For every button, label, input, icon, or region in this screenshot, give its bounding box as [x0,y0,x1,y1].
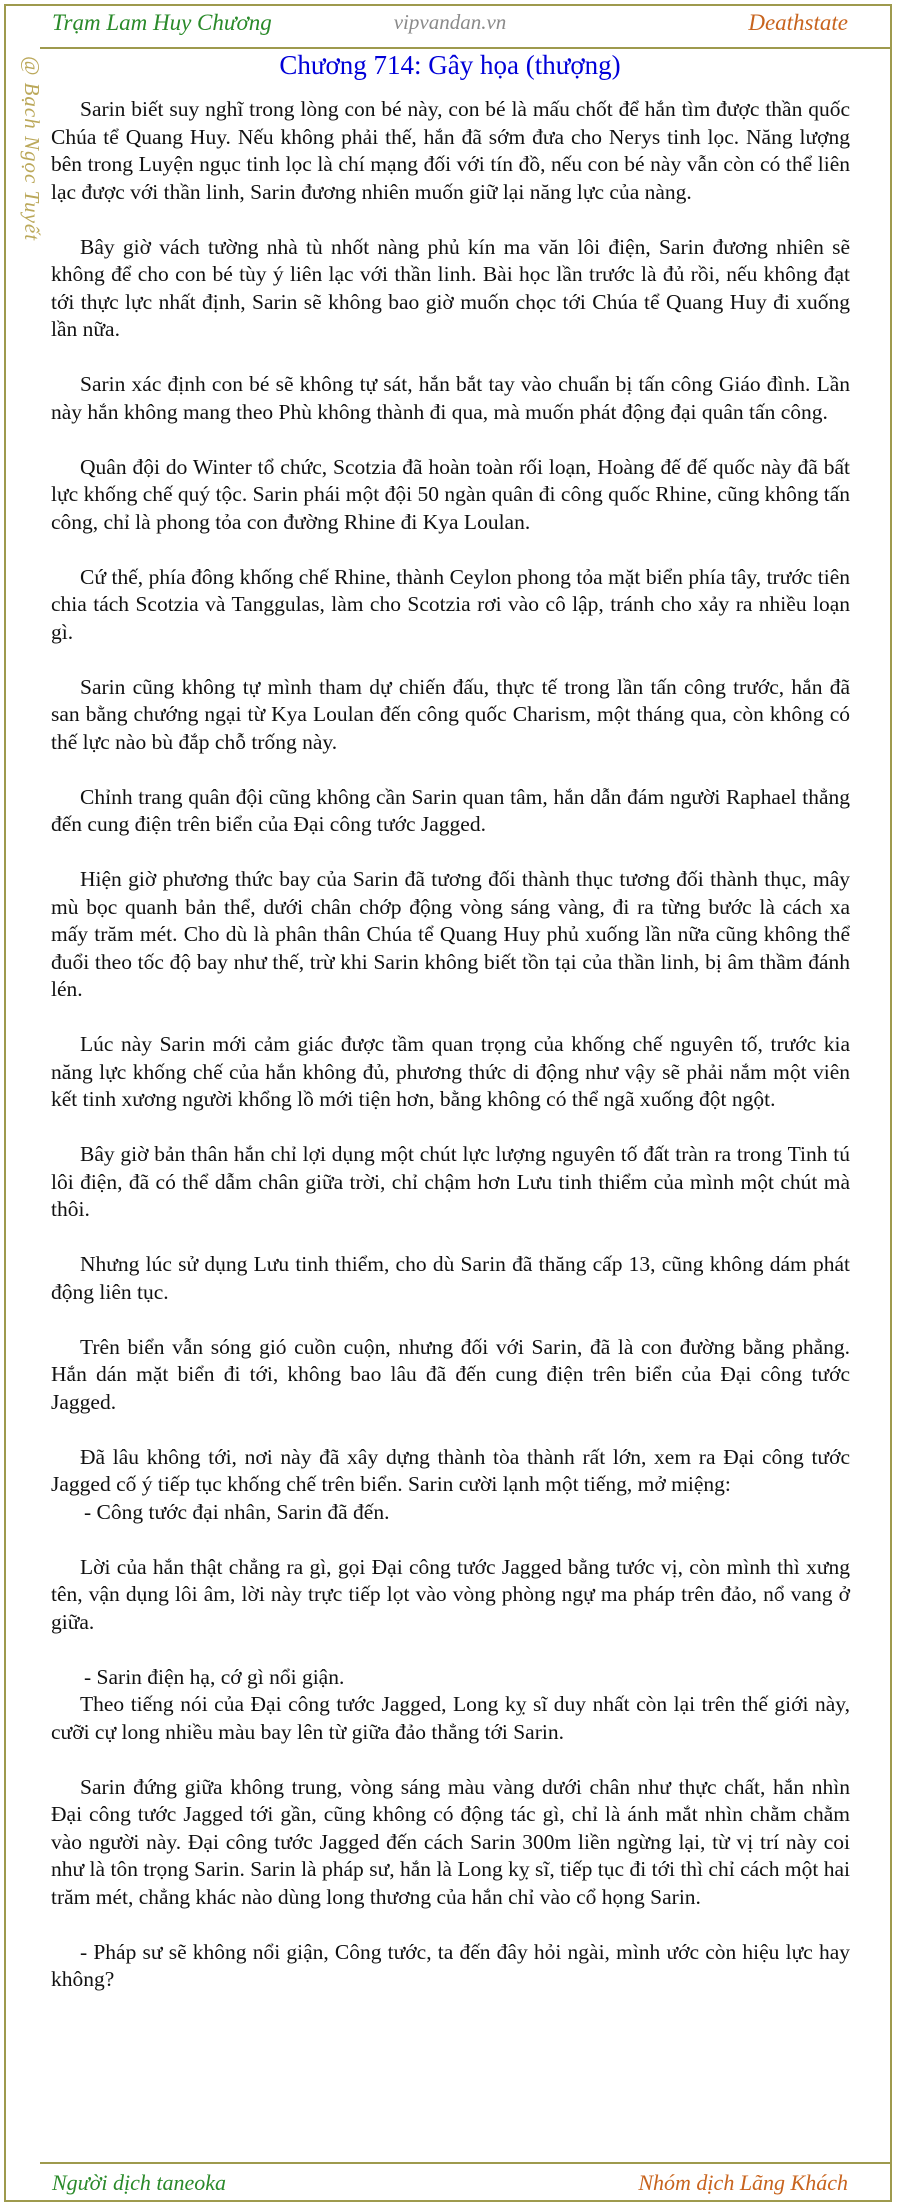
paragraph: Chỉnh trang quân đội cũng không cần Sarin quan tâm, hắn dẫn đám người Raphael thẳng đến cung điện trên biển của Đại công tước Jagged. [51,784,850,836]
paragraph: Nhưng lúc sử dụng Lưu tinh thiểm, cho dù Sarin đã thăng cấp 13, cũng không dám phát động liên tục. [51,1252,850,1304]
paragraph: Sarin xác định con bé sẽ không tự sát, hắn bắt tay vào chuẩn bị tấn công Giáo đình. Lần này hắn không mang theo Phù không thành đi qua, mà muốn phát động đại quân tấn công. [51,372,850,424]
paragraph: Trên biển vẫn sóng gió cuồn cuộn, nhưng đối với Sarin, đã là con đường bằng phẳng. Hắn dán mặt biển đi tới, không bao lâu đã đến cung điện trên biển của Đại công tước Jagged. [51,1334,850,1414]
paragraph: Sarin biết suy nghĩ trong lòng con bé này, con bé là mấu chốt để hắn tìm được thần quốc Chúa tể Quang Huy. Nếu không phải thế, hắn đã sớm đưa cho Nerys tinh lọc. Năng lượng bên trong Luyện ngục tinh lọc là chí mạng đối với tín đồ, nếu con bé này vẫn còn có thể liên lạc được với thần linh, Sarin đương nhiên muốn giữ lại năng lực của nàng. [51,97,850,204]
group-credit: Nhóm dịch Lãng Khách [638,2170,848,2195]
header-divider [40,47,892,49]
paragraph: Lúc này Sarin mới cảm giác được tầm quan trọng của khống chế nguyên tố, trước kia năng lực khống chế của hắn không đủ, phương thức di động như vậy sẽ phải nắm một viên kết tinh xương người khổng lồ mới tiện hơn, bằng không có thể ngã xuống đột ngột. [51,1032,850,1111]
dialogue-line: - Sarin điện hạ, cớ gì nổi giận. [84,1664,345,1689]
chapter-title: Chương 714: Gây họa (thượng) [279,50,621,80]
side-credit-watermark: @ Bạch Ngọc Tuyết [20,56,44,242]
book-title: Trạm Lam Huy Chương [52,10,272,35]
paragraph: Bây giờ bản thân hắn chỉ lợi dụng một chút lực lượng nguyên tố đất tràn ra trong Tinh tú lôi điện, đã có thể dẫm chân giữa trời, chỉ chậm hơn Lưu tinh thiểm của mình một chút mà thôi. [51,1142,850,1221]
paragraph: Bây giờ vách tường nhà tù nhốt nàng phủ kín ma văn lôi điện, Sarin đương nhiên sẽ không để cho con bé tùy ý liên lạc với thần linh. Bài học lần trước là đủ rồi, nếu không đạt tới thực lực nhất định, Sarin sẽ không bao giờ muốn chọc tới Chúa tể Quang Huy đi xuống lần nữa. [51,234,850,341]
paragraph: Sarin cũng không tự mình tham dự chiến đấu, thực tế trong lần tấn công trước, hắn đã san bằng chướng ngại từ Kya Loulan đến công quốc Charism, một tháng qua, còn không có thế lực nào bù đắp chỗ trống này. [51,674,850,754]
paragraph: Quân đội do Winter tổ chức, Scotzia đã hoàn toàn rối loạn, Hoàng đế đế quốc này đã bất lực khống chế quý tộc. Sarin phái một đội 50 ngàn quân đi công quốc Rhine, cũng không tấn công, chỉ là phong tỏa con đường Rhine đi Kya Loulan. [51,454,850,534]
footer-divider [40,2162,892,2164]
site-name: vipvandan.vn [393,10,507,34]
dialogue-line: - Pháp sư sẽ không nổi giận, Công tước, ta đến đây hỏi ngài, mình ước còn hiệu lực hay không? [51,1939,850,1991]
paragraph: Hiện giờ phương thức bay của Sarin đã tương đối thành thục tương đối thành thục, mây mù bọc quanh bản thể, dưới chân chớp động vòng sáng vàng, đi ra từng bước là cách xa mấy trăm mét. Cho dù là phân thân Chúa tể Quang Huy phủ xuống lần nữa cũng không thể đuổi theo tốc độ bay như thế, trừ khi Sarin không biết tồn tại của thần linh, bị âm thầm đánh lén. [51,867,850,1001]
series-name: Deathstate [748,10,848,35]
chapter-body [51,96,850,2021]
dialogue-line: - Công tước đại nhân, Sarin đã đến. [84,1499,390,1524]
translator-credit: Người dịch taneoka [52,2170,227,2195]
paragraph: Cứ thế, phía đông khống chế Rhine, thành Ceylon phong tỏa mặt biển phía tây, trước tiên chia tách Scotzia và Tanggulas, làm cho Scotzia rơi vào cô lập, tránh cho xảy ra nhiều loạn gì. [51,564,850,644]
paragraph: Đã lâu không tới, nơi này đã xây dựng thành tòa thành rất lớn, xem ra Đại công tước Jagged cố ý tiếp tục khống chế trên biển. Sarin cười lạnh một tiếng, mở miệng: [51,1444,850,1496]
paragraph: Sarin đứng giữa không trung, vòng sáng màu vàng dưới chân như thực chất, hắn nhìn Đại công tước Jagged tới gần, cũng không có động tác gì, chỉ là ánh mắt nhìn chằm chằm vào người này. Đại công tước Jagged đến cách Sarin 300m liền ngừng lại, từ vị trí này coi như là tôn trọng Sarin. Sarin là pháp sư, hắn là Long kỵ sĩ, tiếp tục đi tới thì chỉ cách một hai trăm mét, chẳng khác nào dùng long thương của hắn chỉ vào cổ họng Sarin. [51,1774,850,1909]
page-header [0,0,900,50]
paragraph: Theo tiếng nói của Đại công tước Jagged, Long kỵ sĩ duy nhất còn lại trên thế giới này, cưỡi cự long nhiều màu bay lên từ giữa đảo thẳng tới Sarin. [51,1692,850,1744]
paragraph: Lời của hắn thật chẳng ra gì, gọi Đại công tước Jagged bằng tước vị, còn mình thì xưng tên, vận dụng lôi âm, lời này trực tiếp lọt vào vòng phòng ngự ma pháp trên đảo, nổ vang ở giữa. [51,1554,850,1634]
